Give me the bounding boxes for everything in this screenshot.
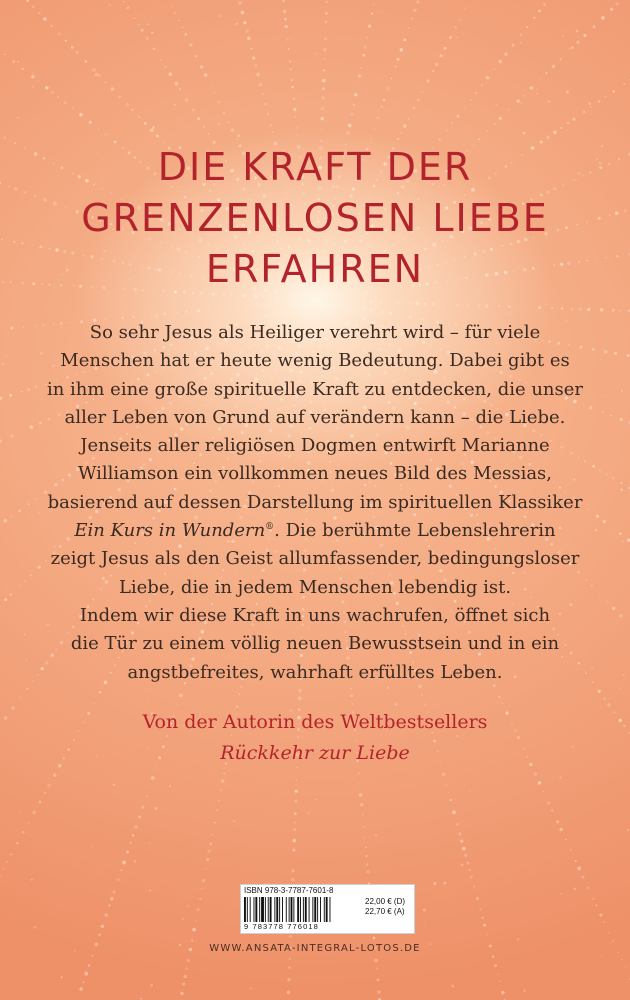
- blurb-line: basierend auf dessen Darstellung im spirituellen Klassiker: [47, 491, 583, 513]
- isbn-number: ISBN 978-3-7787-7601-8: [244, 886, 334, 895]
- author-note-line: Von der Autorin des Weltbestsellers: [142, 711, 488, 733]
- price-germany: 22,00 € (D): [365, 897, 406, 906]
- author-note: [40, 707, 590, 769]
- publisher-website: WWW.ANSATA-INTEGRAL-LOTOS.DE: [209, 943, 421, 954]
- blurb-line: Liebe, die in jedem Menschen lebendig ist.: [118, 576, 512, 598]
- barcode-label: [240, 884, 415, 934]
- heading-line-2: GRENZENLOSEN LIEBE: [81, 196, 549, 240]
- book-title-italic: Ein Kurs in Wundern: [74, 520, 266, 542]
- heading-line-1: DIE KRAFT DER: [157, 145, 473, 189]
- blurb-line: in ihm eine große spirituelle Kraft zu entdecken, die unser: [46, 378, 584, 400]
- price-austria: 22,70 € (A): [365, 907, 405, 916]
- price-list: [365, 897, 405, 917]
- blurb-line: Indem wir diese Kraft in uns wachrufen, öffnet sich: [79, 604, 551, 626]
- blurb-line: Jenseits aller religiösen Dogmen entwirft Marianne: [80, 435, 550, 457]
- registered-mark: ®: [265, 522, 275, 533]
- blurb-text: [40, 319, 590, 687]
- blurb-line: [40, 517, 590, 545]
- heading-line-3: ERFAHREN: [205, 247, 425, 291]
- blurb-line: die Tür zu einem völlig neuen Bewusstsein und in ein: [70, 633, 560, 655]
- blurb-line: angstbefreites, wahrhaft erfülltes Leben.: [127, 661, 503, 683]
- barcode-icon: [244, 897, 360, 922]
- blurb-line: Menschen hat er heute wenig Bedeutung. Dabei gibt es: [60, 350, 570, 372]
- blurb-line: So sehr Jesus als Heiliger verehrt wird – für viele: [89, 322, 541, 343]
- blurb-line: Williamson ein vollkommen neues Bild des Messias,: [77, 463, 553, 485]
- blurb-line-rest: . Die berühmte Lebenslehrerin: [274, 520, 556, 542]
- blurb-line: aller Leben von Grund auf verändern kann – die Liebe.: [64, 406, 566, 428]
- cover-heading: [0, 142, 630, 295]
- barcode-digits: 9 783778 776018: [244, 922, 319, 931]
- blurb-line: zeigt Jesus als den Geist allumfassender, bedingungsloser: [50, 548, 580, 570]
- bestseller-title: Rückkehr zur Liebe: [220, 742, 410, 764]
